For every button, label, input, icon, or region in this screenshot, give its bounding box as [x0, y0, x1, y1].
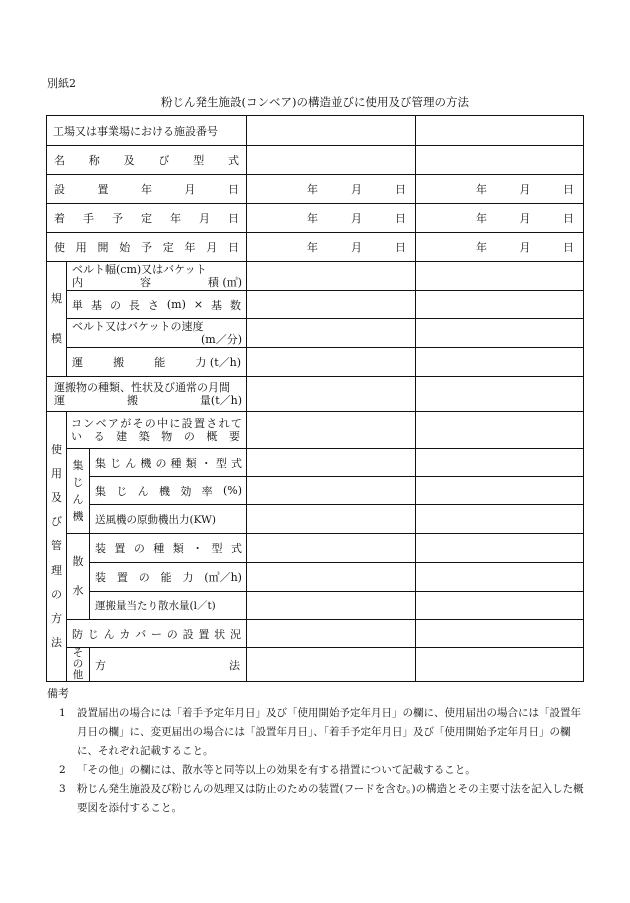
label-char: (㎥／h) — [204, 571, 242, 584]
label-char: 搬 — [113, 356, 125, 369]
label-char: 中 — [157, 417, 169, 430]
cell-facility-number-2[interactable] — [416, 116, 584, 146]
label-char: 月 — [519, 212, 531, 225]
label-unit-length — [67, 291, 247, 319]
label-char: バ — [135, 627, 147, 641]
label-use-date — [47, 233, 247, 262]
label-char: 類 — [172, 542, 184, 555]
label-char: 能 — [154, 356, 166, 369]
label-install-date — [47, 175, 247, 204]
label-char: る — [93, 430, 105, 443]
label-char: 運 — [72, 356, 83, 369]
label-char: 日 — [228, 212, 239, 225]
cell-collector-type-1[interactable] — [247, 449, 416, 477]
row-spray-per-load — [47, 592, 584, 620]
label-char: 運 — [54, 394, 65, 407]
label-char: び — [158, 154, 170, 167]
label-char: れ — [218, 417, 230, 430]
cell-spray-type-2[interactable] — [416, 534, 584, 563]
vertical-label-char: 集 — [72, 458, 84, 472]
cell-material-1[interactable] — [247, 377, 416, 412]
label-char: て — [230, 417, 242, 430]
cell-belt-width-1[interactable] — [247, 262, 416, 291]
label-char: × — [193, 298, 204, 311]
note-item-3: 3 粉じん発生施設及び粉じんの処理又は防止のための装置(フードを含む。)の構造とその主要寸法を記入した概要図を添付すること。 — [59, 783, 584, 814]
label-char: じ — [116, 484, 128, 498]
label-char: 設 — [181, 417, 193, 430]
label-char: 置 — [114, 542, 126, 555]
cell-spray-capacity-1[interactable] — [247, 563, 416, 592]
cell-other-method-1[interactable] — [247, 648, 416, 682]
label-char: 力 (t／h) — [195, 356, 242, 369]
label-char: 月 — [351, 212, 363, 225]
label-char: 量(t／h) — [199, 394, 242, 407]
cell-cover-1[interactable] — [247, 620, 416, 648]
label-char: 年 — [307, 241, 319, 254]
label-char: ン — [83, 417, 95, 430]
cell-spray-type-1[interactable] — [247, 534, 416, 563]
row-collector-type — [47, 449, 584, 477]
row-belt-width — [47, 262, 584, 291]
cell-belt-width-2[interactable] — [416, 262, 584, 291]
cell-unit-length-2[interactable] — [416, 291, 584, 319]
label-cover — [67, 620, 247, 648]
cell-name-model-1[interactable] — [247, 146, 416, 175]
group-use-management — [47, 412, 67, 682]
row-use-date — [47, 233, 584, 262]
label-char: 年 — [170, 212, 181, 225]
label-char: 法 — [229, 658, 241, 672]
label-char: 日 — [563, 183, 575, 196]
label-char: 月 — [184, 183, 196, 196]
label-speed — [67, 319, 247, 348]
group-other — [67, 648, 90, 682]
cell-capacity-2[interactable] — [416, 348, 584, 377]
label-char: ん — [137, 484, 149, 498]
label-char: 状 — [214, 627, 226, 641]
label-char: (m) — [166, 298, 186, 311]
label-collector-eff — [90, 477, 247, 505]
vertical-label-char: の — [51, 587, 62, 601]
label-char: 型 — [215, 456, 227, 470]
label-char: 況 — [229, 627, 241, 641]
label-char: 式 — [230, 542, 242, 555]
vertical-label-char: 水 — [72, 583, 84, 597]
label-char: 集 — [95, 456, 106, 470]
label-char: じ — [87, 627, 99, 641]
notes-section — [47, 684, 587, 818]
label-char: 日 — [563, 212, 575, 225]
label-char: 年 — [476, 212, 488, 225]
row-spray-type — [47, 534, 584, 563]
label-char: 年 — [307, 183, 319, 196]
label-char: 要 — [228, 430, 240, 443]
label-char: 物 — [161, 430, 173, 443]
cell-speed-1[interactable] — [247, 319, 416, 348]
cell-install-date-2[interactable] — [416, 175, 584, 204]
vertical-label-char: 散 — [72, 554, 84, 568]
label-char: 日 — [395, 212, 407, 225]
notes-heading: 備考 — [47, 687, 69, 700]
label-spray-type — [90, 534, 247, 563]
label-char: 用 — [75, 241, 87, 254]
cell-facility-number-1[interactable] — [247, 116, 416, 146]
row-speed — [47, 319, 584, 348]
label-char: さ — [147, 298, 159, 312]
cell-start-date-1[interactable] — [247, 204, 416, 233]
cell-speed-2[interactable] — [416, 319, 584, 348]
cell-fan-output-2[interactable] — [416, 505, 584, 534]
document-title: 粉じん発生施設(コンベア)の構造並びに使用及び管理の方法 — [161, 95, 469, 109]
label-char: 機 — [158, 484, 170, 498]
cell-use-date-1[interactable] — [247, 233, 416, 262]
row-collector-eff — [47, 477, 584, 505]
row-start-date — [47, 204, 584, 233]
row-building — [47, 412, 584, 449]
speed-line1: ベルト又はバケットの速度 — [72, 320, 204, 333]
label-char: 月 — [519, 241, 531, 254]
vertical-label-char: じ — [72, 475, 84, 489]
vertical-label-char: の — [72, 658, 84, 671]
label-char: 集 — [95, 484, 106, 498]
cell-start-date-2[interactable] — [416, 204, 584, 233]
label-char: 月 — [351, 241, 363, 254]
label-char: 型 — [211, 542, 223, 555]
cell-cover-2[interactable] — [416, 620, 584, 648]
cell-capacity-1[interactable] — [247, 348, 416, 377]
label-char: ア — [107, 417, 119, 430]
cell-install-date-1[interactable] — [247, 175, 416, 204]
label-char: 予 — [141, 241, 152, 254]
cell-material-2[interactable] — [416, 377, 584, 412]
cell-spray-per-load-1[interactable] — [247, 592, 416, 620]
row-spray-capacity — [47, 563, 584, 592]
label-char: 設 — [182, 627, 194, 641]
label-spray-capacity — [90, 563, 247, 592]
label-char: 置 — [116, 571, 128, 584]
label-char: の — [138, 571, 150, 584]
vertical-label-char: 模 — [51, 332, 62, 345]
label-char: 月 — [199, 212, 210, 225]
label-char: 型 — [193, 154, 205, 167]
label-char: 置 — [193, 417, 205, 430]
label-char: の — [133, 542, 145, 555]
cell-name-model-2[interactable] — [416, 146, 584, 175]
vertical-label-char: 使 — [51, 442, 62, 456]
label-char: 始 — [119, 241, 131, 254]
label-char: の — [183, 430, 195, 443]
cell-spray-per-load-2[interactable] — [416, 592, 584, 620]
row-name-model — [47, 146, 584, 175]
label-char: 年 — [476, 241, 488, 254]
label-name-model — [47, 146, 247, 175]
label-char: 及 — [123, 154, 135, 167]
label-char: 日 — [395, 241, 407, 254]
material-line1: 運搬物の種類、性状及び通常の月間 — [54, 381, 230, 394]
label-char: ん — [125, 456, 137, 470]
label-char: 月 — [519, 183, 531, 196]
label-char: が — [120, 417, 132, 430]
label-char: 名 — [54, 154, 65, 167]
cell-other-method-2[interactable] — [416, 648, 584, 682]
label-char: 効 — [180, 484, 192, 498]
speed-line2: (m／分) — [201, 333, 243, 346]
document-label: 別紙2 — [47, 77, 76, 90]
label-char: 単 — [72, 298, 83, 312]
cell-building-2[interactable] — [416, 412, 584, 449]
label-char: 能 — [160, 571, 172, 584]
label-material — [47, 377, 247, 412]
label-char: ・ — [192, 542, 204, 555]
label-char: (%) — [222, 484, 243, 497]
vertical-label-char: 理 — [51, 563, 62, 577]
facility-form-table — [46, 115, 584, 682]
label-char: 開 — [97, 241, 109, 254]
label-char: 力 — [182, 571, 194, 584]
vertical-label-char: 及 — [51, 491, 62, 505]
label-char: さ — [206, 417, 218, 430]
label-char: 使 — [54, 241, 65, 254]
label-char: の — [155, 456, 167, 470]
label-char: 定 — [141, 212, 152, 225]
cell-collector-eff-2[interactable] — [416, 477, 584, 505]
label-char: 種 — [170, 456, 182, 470]
label-char: 年 — [141, 183, 152, 196]
label-char: 月 — [351, 183, 363, 196]
belt-width-line2: 内 容 積 (㎥) — [72, 276, 242, 289]
label-char: 称 — [88, 154, 100, 167]
label-char: 類 — [185, 456, 197, 470]
cell-building-1[interactable] — [247, 412, 416, 449]
row-other-method — [47, 648, 584, 682]
group-collector — [67, 449, 90, 534]
label-char: 置 — [97, 183, 109, 196]
label-char: 年 — [476, 183, 488, 196]
label-char: ー — [150, 627, 162, 641]
cell-spray-capacity-2[interactable] — [416, 563, 584, 592]
vertical-label-char: 方 — [51, 611, 62, 625]
vertical-label-char: そ — [72, 647, 84, 659]
belt-width-line1: ベルト幅(cm)又はバケット — [72, 263, 207, 276]
label-char: 築 — [138, 430, 150, 443]
label-building — [67, 412, 247, 449]
group-scale — [47, 262, 67, 377]
label-char: に — [169, 417, 181, 430]
label-char: 置 — [198, 627, 210, 641]
label-char: 予 — [112, 212, 123, 225]
vertical-label-char: び — [51, 515, 62, 529]
label-spray-per-load: 運搬量当たり散水量(l／t) — [90, 592, 247, 620]
notes-list — [47, 704, 587, 818]
vertical-label-char: 機 — [72, 510, 84, 524]
vertical-label-char: 規 — [51, 292, 62, 306]
vertical-label-char: 用 — [51, 466, 62, 480]
label-collector-type — [90, 449, 247, 477]
row-unit-length — [47, 291, 584, 319]
label-char: 建 — [116, 430, 128, 443]
label-facility-number: 工場又は事業場における施設番号 — [47, 116, 247, 146]
label-char: 種 — [153, 542, 165, 555]
vertical-label-char: 法 — [51, 636, 62, 650]
label-char: 日 — [228, 183, 239, 196]
label-char: 日 — [395, 183, 407, 196]
row-facility-number — [47, 116, 584, 146]
label-char: 方 — [95, 658, 106, 672]
label-char: カ — [119, 627, 131, 641]
label-char: 着 — [54, 212, 65, 225]
label-start-date — [47, 204, 247, 233]
cell-use-date-2[interactable] — [416, 233, 584, 262]
label-char: 搬 — [126, 394, 138, 407]
row-install-date — [47, 175, 584, 204]
label-char: ・ — [200, 456, 212, 470]
label-char: 日 — [228, 241, 239, 254]
label-char: の — [144, 417, 156, 430]
label-char: ベ — [95, 417, 107, 430]
label-char: 設 — [54, 183, 65, 196]
label-char: 装 — [95, 542, 106, 555]
row-material — [47, 377, 584, 412]
label-char: 装 — [95, 571, 106, 584]
label-capacity — [67, 348, 247, 377]
label-char: の — [166, 627, 178, 641]
label-char: 日 — [563, 241, 575, 254]
vertical-label-char: 他 — [72, 669, 84, 682]
note-item-2: 2 「その他」の欄には、散水等と同等以上の効果を有する措置について記載すること。 — [59, 764, 476, 776]
label-fan-output: 送風機の原動機出力(KW) — [90, 505, 247, 534]
vertical-label-char: 管 — [51, 539, 62, 553]
label-char: 年 — [184, 241, 196, 254]
label-char: の — [109, 298, 121, 312]
label-char: じ — [110, 456, 122, 470]
note-item-1: 1 設置届出の場合には「着手予定年月日」及び「使用開始予定年月日」の欄に、使用届出の場合には「設置年月日の欄」に、変更届出の場合には「設置年月日」、「着手予定年月日」及び「使用開始予定年月日」の欄に、それぞれ記載すること。 — [59, 707, 581, 757]
label-char: 概 — [206, 430, 218, 443]
label-char: コ — [71, 417, 82, 430]
label-char: 式 — [230, 456, 242, 470]
label-char: 定 — [162, 241, 174, 254]
label-char: 基 — [211, 298, 223, 312]
label-char: 式 — [227, 154, 239, 167]
row-cover — [47, 620, 584, 648]
cell-unit-length-1[interactable] — [247, 291, 416, 319]
label-char: ん — [103, 627, 115, 641]
label-char: 年 — [307, 212, 319, 225]
label-char: 月 — [206, 241, 218, 254]
cell-collector-type-2[interactable] — [416, 449, 584, 477]
label-char: そ — [132, 417, 144, 430]
row-fan-output — [47, 505, 584, 534]
label-method — [90, 648, 247, 682]
cell-collector-eff-1[interactable] — [247, 477, 416, 505]
label-char: 防 — [72, 627, 83, 641]
vertical-label-char: ん — [72, 493, 84, 506]
label-char: い — [71, 430, 82, 443]
cell-fan-output-1[interactable] — [247, 505, 416, 534]
label-char: 数 — [229, 298, 241, 312]
label-char: 手 — [83, 212, 94, 225]
label-char: 長 — [128, 298, 140, 312]
row-capacity — [47, 348, 584, 377]
group-spray — [67, 534, 90, 620]
label-belt-width — [67, 262, 247, 291]
label-char: 基 — [90, 298, 102, 312]
label-char: 機 — [140, 456, 152, 470]
label-char: 率 — [201, 484, 213, 498]
